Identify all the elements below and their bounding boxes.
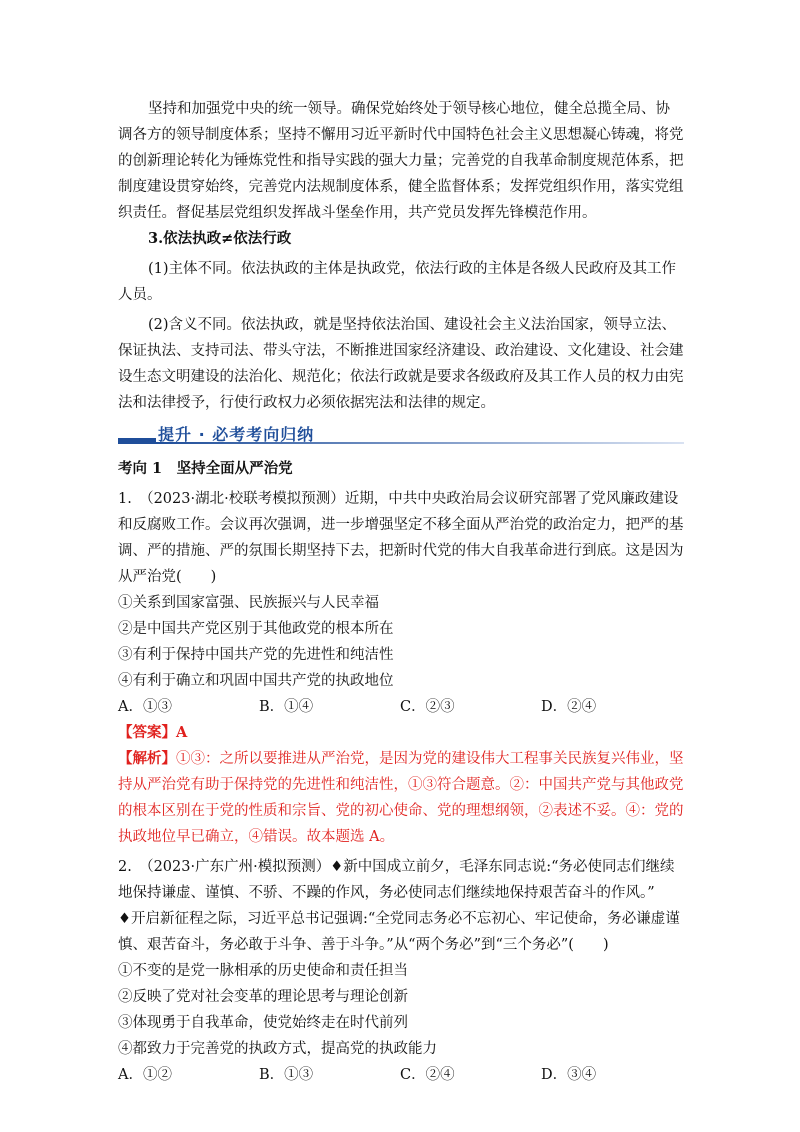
answer-label: 【答案】 — [118, 724, 176, 741]
question-1-item: ①关系到国家富强、民族振兴与人民幸福 — [118, 595, 379, 611]
answer-value: A — [176, 724, 188, 741]
document-content — [118, 96, 684, 1088]
option-c: C．②④ — [400, 1067, 455, 1083]
question-2-stem-2: ♦开启新征程之际，习近平总书记强调:“全党同志务必不忘初心、牢记使命，务必谦虚谨慎、艰苦奋斗，务必敢于斗争、善于斗争。”从“两个务必”到“三个务必”( ) — [118, 911, 680, 953]
option-a: A．①③ — [118, 699, 172, 715]
question-2-item: ①不变的是党一脉相承的历史使命和责任担当 — [118, 963, 408, 979]
direction-title: 考向 1 坚持全面从严治党 — [118, 460, 293, 477]
question-1-options — [118, 694, 684, 720]
option-a: A．①② — [118, 1067, 172, 1083]
section-banner — [118, 422, 684, 448]
question-1-item: ④有利于确立和巩固中国共产党的执政地位 — [118, 673, 394, 689]
option-b: B．①③ — [259, 1067, 314, 1083]
option-b: B．①④ — [259, 699, 314, 715]
question-2-item: ④都致力于完善党的执政方式，提高党的执政能力 — [118, 1041, 437, 1057]
section-title-rule-of-law: 3.依法执政≠依法行政 — [148, 230, 292, 247]
option-d: D．②④ — [541, 699, 597, 715]
analysis-label: 【解析】 — [118, 750, 176, 767]
paragraph-meaning-difference: (2)含义不同。依法执政，就是坚持依法治国、建设社会主义法治国家，领导立法、保证执法、支持司法、带头守法，不断推进国家经济建设、政治建设、文化建设、社会建设生态文明建设的法治化、规范化；依法行政就是要求各级政府及其工作人员的权力由宪法和法律授予，行使行政权力必须依据宪法和法律的规定。 — [118, 317, 684, 411]
option-c: C．②③ — [400, 699, 455, 715]
question-2-item: ③体现勇于自我革命，使党始终走在时代前列 — [118, 1015, 408, 1031]
analysis-text: ①③：之所以要推进从严治党，是因为党的建设伟大工程事关民族复兴伟业，坚持从严治党有助于保持党的先进性和纯洁性，①③符合题意。②：中国共产党与其他政党的根本区别在于党的性质和宗旨、党的初心使命、党的理想纲领，②表述不妥。④：党的执政地位早已确立，④错误。故本题选 A。 — [118, 751, 684, 845]
banner-title: 提升 · 必考考向归纳 — [158, 425, 315, 444]
banner-bar — [118, 438, 156, 444]
question-1-item: ③有利于保持中国共产党的先进性和纯洁性 — [118, 647, 394, 663]
question-2-options — [118, 1062, 684, 1088]
question-1-item: ②是中国共产党区别于其他政党的根本所在 — [118, 621, 394, 637]
question-2-stem-1: 2. （2023·广东广州·模拟预测）♦新中国成立前夕，毛泽东同志说:“务必使同志们继续地保持谦虚、谨慎、不骄、不躁的作风，务必使同志们继续地保持艰苦奋斗的作风。” — [118, 859, 675, 901]
option-d: D．③④ — [541, 1067, 597, 1083]
question-1-analysis — [118, 746, 684, 850]
question-2-item: ②反映了党对社会变革的理论思考与理论创新 — [118, 989, 408, 1005]
question-1-answer — [118, 720, 684, 746]
paragraph-party-leadership: 坚持和加强党中央的统一领导。确保党始终处于领导核心地位，健全总揽全局、协调各方的领导制度体系；坚持不懈用习近平新时代中国特色社会主义思想凝心铸魂，将党的创新理论转化为锤炼党性和指导实践的强大力量；完善党的自我革命制度规范体系，把制度建设贯穿始终，完善党内法规制度体系，健全监督体系；发挥党组织作用，落实党组织责任。督促基层党组织发挥战斗堡垒作用，共产党员发挥先锋模范作用。 — [118, 101, 684, 221]
paragraph-subject-difference: (1)主体不同。依法执政的主体是执政党，依法行政的主体是各级人民政府及其工作人员。 — [118, 261, 677, 303]
question-1-stem: 1. （2023·湖北·校联考模拟预测）近期，中共中央政治局会议研究部署了党风廉政建设和反腐败工作。会议再次强调，进一步增强坚定不移全面从严治党的政治定力，把严的基调、严的措施、严的氛围长期坚持下去，把新时代党的伟大自我革命进行到底。这是因为从严治党( ) — [118, 491, 684, 585]
